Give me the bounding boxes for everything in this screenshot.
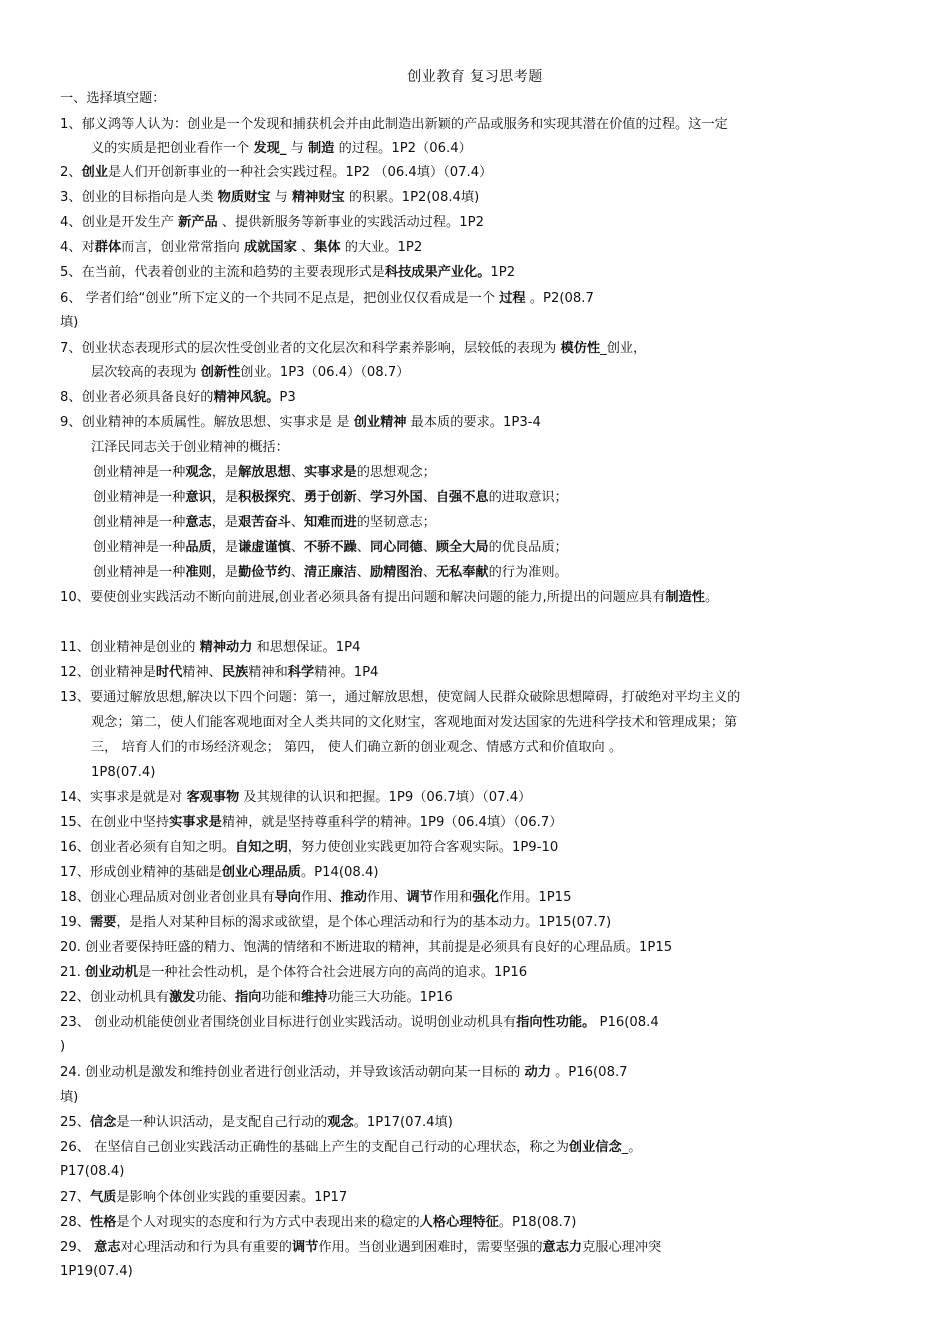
answer-text: 实事求是 — [169, 815, 222, 830]
question-text: 、提供新服务等新事业的实践活动过程。1P2 — [217, 215, 484, 230]
answer-text: 时代 — [155, 665, 183, 680]
question-text: 、 — [356, 565, 370, 580]
question-text: _创业， — [600, 341, 647, 356]
answer-text: 自强不息 — [435, 490, 489, 505]
answer-text: 制造性 — [665, 590, 705, 605]
question-text: 、 — [422, 565, 436, 580]
text-line — [60, 1162, 124, 1182]
text-line — [60, 115, 728, 135]
question-text: 创业精神是一种 — [93, 490, 186, 505]
text-line — [60, 1088, 78, 1108]
answer-text: 调节 — [291, 1240, 319, 1255]
question-text: 19、 — [60, 915, 90, 930]
text-line — [60, 1013, 659, 1033]
question-text: 的行为准则。 — [488, 565, 568, 580]
text-line — [91, 139, 472, 159]
question-text: 1P2 — [490, 265, 516, 280]
question-text: 10、要使创业实践活动不断向前进展,创业者必须具备有提出问题和解决问题的能力,所提出的问题应具有 — [60, 590, 666, 605]
answer-text: 清正廉洁 — [304, 565, 357, 580]
question-text: 的积累。1P2(08.4填) — [344, 190, 480, 205]
text-line — [60, 1188, 347, 1208]
document-title: 创业教育 复习思考题 — [407, 69, 543, 85]
question-text: 的优良品质； — [488, 540, 568, 555]
text-line — [60, 688, 740, 708]
answer-text: 创业动机 — [85, 965, 138, 980]
answer-text: 集体 — [314, 240, 341, 255]
answer-text: 调节 — [406, 890, 433, 905]
question-text: 创业精神是一种 — [93, 565, 186, 580]
answer-text: 勇于创新 — [304, 490, 357, 505]
answer-text: 学习外国 — [369, 490, 423, 505]
text-line — [60, 339, 646, 359]
question-text: 20. 创业者要保持旺盛的精力、饱满的情绪和不断进取的精神，其前提是必须具有良好的心理品质。1P15 — [60, 940, 673, 955]
text-line — [91, 738, 622, 758]
answer-text: 指向 — [235, 990, 262, 1005]
text-line — [60, 89, 166, 109]
question-text: 精神和 — [248, 665, 288, 680]
text-line — [91, 363, 409, 383]
text-line — [60, 313, 78, 333]
question-text: 、 — [422, 490, 436, 505]
answer-text: 励精图治 — [369, 565, 423, 580]
question-text: 、 — [290, 540, 304, 555]
answer-text: 需要 — [89, 915, 117, 930]
question-text: 是一种认识活动，是支配自己行动的 — [116, 1115, 328, 1130]
answer-text: 精神财宝 — [291, 190, 345, 205]
answer-text: 知难而进 — [304, 515, 357, 530]
answer-text: 创业信念 — [568, 1140, 622, 1155]
question-text: 与 — [270, 190, 292, 205]
answer-text: 发现_ — [253, 141, 287, 156]
question-text: 创业精神是一种 — [93, 465, 186, 480]
answer-text: 激发 — [169, 990, 196, 1005]
answer-text: 艰苦奋斗 — [238, 515, 291, 530]
answer-text: 实事求是 — [304, 465, 357, 480]
text-line — [93, 563, 568, 583]
question-text: ) — [60, 1039, 66, 1054]
question-text: 江泽民同志关于创业精神的概括： — [91, 440, 289, 455]
question-text: 12、创业精神是 — [60, 665, 156, 680]
question-text: 1、郁义鸿等人认为：创业是一个发现和捕获机会并由此制造出新颖的产品或服务和实现其潜在价值的过程。这一定 — [60, 117, 728, 132]
text-line — [60, 289, 594, 309]
answer-text: 科学 — [287, 665, 315, 680]
question-text: 28、 — [60, 1215, 90, 1230]
answer-text: 模仿性 — [560, 341, 601, 356]
question-text: _。 — [621, 1140, 642, 1155]
text-line — [60, 238, 422, 258]
answer-text: 新产品 — [178, 215, 218, 230]
question-text: 是一种社会性动机，是个体符合社会进展方向的高尚的追求。1P16 — [137, 965, 528, 980]
answer-text: 信念 — [89, 1115, 117, 1130]
text-line — [60, 213, 484, 233]
answer-text: 群体 — [94, 240, 122, 255]
question-text: ，是 — [211, 490, 239, 505]
question-text: 、 — [290, 465, 304, 480]
question-text: 精神，就是坚持尊重科学的精神。1P9（06.4填）（06.7） — [221, 815, 563, 830]
question-text: 11、创业精神是创业的 — [60, 640, 200, 655]
question-text: 三， 培育人们的市场经济观念； 第四， 使人们确立新的创业观念、情感方式和价值取向 。 — [91, 740, 623, 755]
answer-text: 维持 — [300, 990, 328, 1005]
question-text: 而言，创业常常指向 — [121, 240, 245, 255]
answer-text: 观念 — [185, 465, 212, 480]
question-text: 填) — [60, 1090, 79, 1105]
answer-text: 解放思想 — [238, 465, 291, 480]
answer-text: 意志 — [94, 1240, 121, 1255]
text-line — [93, 513, 436, 533]
answer-text: 创新性 — [200, 365, 241, 380]
answer-text: 成就国家 — [244, 240, 297, 255]
answer-text: 勤俭节约 — [238, 565, 291, 580]
answer-text: 物质财宝 — [217, 190, 271, 205]
question-text: 29、 — [60, 1240, 95, 1255]
question-text: 、 — [356, 540, 370, 555]
question-text: 作用和 — [432, 890, 473, 905]
question-text: ，是 — [211, 515, 239, 530]
question-text: 1P19(07.4) — [60, 1264, 133, 1279]
text-line — [60, 638, 360, 658]
answer-text: 人格心理特征 — [419, 1215, 499, 1230]
text-line — [60, 1213, 576, 1233]
question-text: P17(08.4) — [60, 1164, 125, 1179]
question-text: 层次较高的表现为 — [91, 365, 201, 380]
question-text: 作用。当创业遇到困难时，需要坚强的 — [318, 1240, 543, 1255]
text-line — [60, 588, 718, 608]
question-text: 的思想观念； — [356, 465, 436, 480]
question-text: 、 — [290, 565, 304, 580]
answer-text: 意志力 — [542, 1240, 583, 1255]
question-text: 精神。1P4 — [314, 665, 379, 680]
text-line — [60, 1138, 641, 1158]
question-text: 最本质的要求。1P3-4 — [406, 415, 541, 430]
question-text: 。P14(08.4) — [300, 865, 379, 880]
answer-text: 推动 — [340, 890, 367, 905]
question-text: 。1P17(07.4填) — [353, 1115, 453, 1130]
question-text: 7、创业状态表现形式的层次性受创业者的文化层次和科学素养影响，层较低的表现为 — [60, 341, 561, 356]
answer-text: 意识 — [185, 490, 212, 505]
answer-text: 谦虚谨慎 — [238, 540, 291, 555]
answer-text: 准则 — [185, 565, 212, 580]
text-line — [60, 1262, 133, 1282]
answer-text: 创业精神 — [353, 415, 407, 430]
answer-text: 无私奉献 — [435, 565, 489, 580]
question-text: 4、对 — [60, 240, 95, 255]
question-text: 和思想保证。1P4 — [252, 640, 361, 655]
text-line — [91, 713, 737, 733]
question-text: ，是指人对某种目标的渴求或欲望，是个体心理活动和行为的基本动力。1P15(07.7) — [116, 915, 612, 930]
question-text: 。P18(08.7) — [498, 1215, 577, 1230]
text-line — [60, 788, 531, 808]
question-text: 功能和 — [261, 990, 301, 1005]
text-line — [60, 188, 479, 208]
text-line — [60, 1113, 453, 1133]
question-text: ，是 — [211, 565, 239, 580]
question-text: 13、要通过解放思想,解决以下四个问题：第一，通过解放思想，使宽阔人民群众破除思想障碍，打破绝对平均主义的 — [60, 690, 741, 705]
question-text: 。P16(08.7 — [550, 1065, 628, 1080]
question-text: 22、创业动机具有 — [60, 990, 170, 1005]
text-line — [60, 838, 558, 858]
question-text: 是影响个体创业实践的重要因素。1P17 — [116, 1190, 348, 1205]
question-text: 17、形成创业精神的基础是 — [60, 865, 222, 880]
question-text: 作用、 — [300, 890, 341, 905]
text-line — [93, 488, 568, 508]
question-text: 、 — [356, 490, 370, 505]
question-text: 4、创业是开发生产 — [60, 215, 179, 230]
answer-text: 精神动力 — [199, 640, 253, 655]
question-text: P3 — [279, 390, 296, 405]
question-text: 。 — [704, 590, 719, 605]
question-text: 1P8(07.4) — [91, 765, 156, 780]
question-text: 的大业。1P2 — [340, 240, 423, 255]
answer-text: 不骄不躁 — [304, 540, 357, 555]
answer-text: 导向 — [274, 890, 301, 905]
question-text: 功能三大功能。1P16 — [327, 990, 453, 1005]
answer-text: 精神风貌。 — [213, 390, 280, 405]
question-text: 义的实质是把创业看作一个 — [91, 141, 254, 156]
question-text: 5、在当前，代表着创业的主流和趋势的主要表现形式是 — [60, 265, 385, 280]
answer-text: 观念 — [327, 1115, 354, 1130]
answer-text: 品质 — [185, 540, 212, 555]
question-text: 、 — [290, 490, 304, 505]
question-text: 6、 学者们给“创业”所下定义的一个共同不足点是，把创业仅仅看成是一个 — [60, 291, 500, 306]
question-text: 9、创业精神的本质属性。解放思想、实事求是 是 — [60, 415, 354, 430]
question-text: 16、创业者必须有自知之明。 — [60, 840, 236, 855]
answer-text: 制造 — [308, 141, 335, 156]
answer-text: 客观事物 — [186, 790, 240, 805]
question-text: 一、选择填空题： — [60, 91, 166, 106]
answer-text: 自知之明 — [235, 840, 288, 855]
question-text: 、 — [290, 515, 304, 530]
answer-text: 强化 — [472, 890, 499, 905]
question-text: 是个人对现实的态度和行为方式中表现出来的稳定的 — [116, 1215, 420, 1230]
question-text: 18、创业心理品质对创业者创业具有 — [60, 890, 275, 905]
question-text: 2、 — [60, 165, 82, 180]
text-line — [60, 888, 571, 908]
question-text: 作用。1P15 — [498, 890, 572, 905]
answer-text: 顾全大局 — [435, 540, 489, 555]
question-text: ，努力使创业实践更加符合客观实际。1P9-10 — [287, 840, 559, 855]
answer-text: 动力 — [524, 1065, 551, 1080]
question-text: ，是 — [211, 540, 239, 555]
text-line — [93, 538, 568, 558]
answer-text: 过程 — [499, 291, 526, 306]
text-line — [60, 938, 672, 958]
question-text: 27、 — [60, 1190, 90, 1205]
text-line — [91, 763, 155, 783]
question-text: 对心理活动和行为具有重要的 — [120, 1240, 292, 1255]
question-text: 3、创业的目标指向是人类 — [60, 190, 218, 205]
question-text: 作用、 — [366, 890, 407, 905]
text-line — [60, 1037, 65, 1057]
text-line — [60, 813, 562, 833]
text-line — [60, 163, 492, 183]
question-text: 创业精神是一种 — [93, 540, 186, 555]
question-text: 26、 在坚信自己创业实践活动正确性的基础上产生的支配自己行动的心理状态，称之为 — [60, 1140, 569, 1155]
question-text: 及其规律的认识和把握。1P9（06.7填）（07.4） — [239, 790, 532, 805]
question-text: 15、在创业中坚持 — [60, 815, 170, 830]
answer-text: 科技成果产业化。 — [384, 265, 491, 280]
answer-text: 气质 — [89, 1190, 117, 1205]
answer-text: 创业心理品质 — [221, 865, 301, 880]
answer-text: 创业 — [81, 165, 108, 180]
question-text: P16(08.4 — [595, 1015, 659, 1030]
question-text: 25、 — [60, 1115, 90, 1130]
question-text: 功能、 — [195, 990, 236, 1005]
text-line — [60, 388, 296, 408]
question-text: 精神、 — [182, 665, 222, 680]
question-text: 的进取意识； — [488, 490, 568, 505]
question-text: 、 — [296, 240, 315, 255]
question-text: 填) — [60, 315, 79, 330]
question-text: 21. — [60, 965, 86, 980]
answer-text: 同心同德 — [369, 540, 423, 555]
question-text: 创业精神是一种 — [93, 515, 186, 530]
question-text: 与 — [286, 141, 308, 156]
answer-text: 意志 — [185, 515, 212, 530]
question-text: 的过程。1P2（06.4） — [334, 141, 472, 156]
question-text: 观念；第二，使人们能客观地面对全人类共同的文化财宝，客观地面对发达国家的先进科学技术和管理成果；第 — [91, 715, 738, 730]
answer-text: 民族 — [221, 665, 249, 680]
text-line — [93, 463, 436, 483]
text-line — [60, 413, 541, 433]
answer-text: 性格 — [89, 1215, 117, 1230]
question-text: 14、实事求是就是对 — [60, 790, 187, 805]
question-text: ，是 — [211, 465, 239, 480]
question-text: 克服心理冲突 — [582, 1240, 662, 1255]
text-line — [60, 1238, 661, 1258]
answer-text: 指向性功能。 — [516, 1015, 596, 1030]
question-text: 、 — [422, 540, 436, 555]
text-line — [60, 963, 527, 983]
question-text: 的坚韧意志； — [356, 515, 436, 530]
question-text: 8、创业者必须具备良好的 — [60, 390, 214, 405]
question-text: 23、 创业动机能使创业者围绕创业目标进行创业实践活动。说明创业动机具有 — [60, 1015, 517, 1030]
question-text: 是人们开创新事业的一种社会实践过程。1P2 （06.4填）（07.4） — [107, 165, 493, 180]
text-line — [60, 913, 611, 933]
text-line — [91, 438, 289, 458]
answer-text: 积极探究 — [238, 490, 291, 505]
question-text: 。P2(08.7 — [525, 291, 594, 306]
question-text: 创业。1P3（06.4）（08.7） — [240, 365, 410, 380]
text-line — [60, 988, 453, 1008]
text-line — [60, 663, 378, 683]
text-line — [60, 1063, 628, 1083]
text-line — [60, 863, 379, 883]
text-line — [60, 263, 515, 283]
question-text: 24. 创业动机是激发和维持创业者进行创业活动，并导致该活动朝向某一目标的 — [60, 1065, 525, 1080]
